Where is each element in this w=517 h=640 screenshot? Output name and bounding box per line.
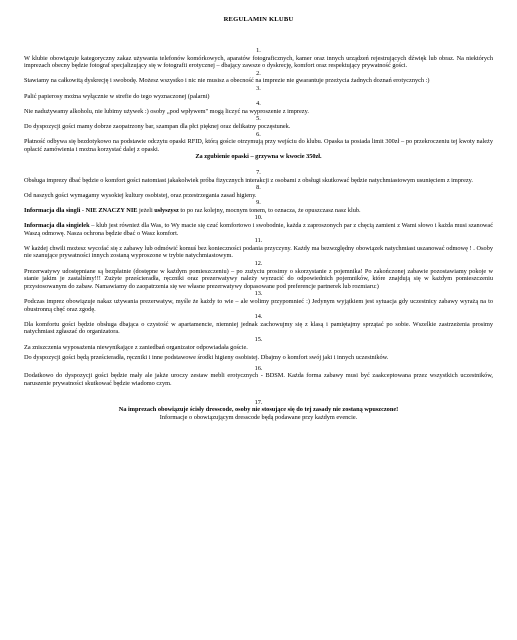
rule-number-7: 7. (256, 168, 261, 176)
rule-2-text: Stawiamy na całkowitą dyskrecję i swobodę. Możesz wszystko i nic nie musisz a obecność na imprezie nie gwarantuje przeżycia żadnych doznań erotycznych :) (24, 77, 430, 85)
rule-10-heading: Informacja dla singielek (24, 222, 90, 230)
rule-15-text: Za zniszczenia wyposażenia niewynikające z zaniedbań organizator odpowiadała goście. (24, 343, 248, 351)
rule-number-2: 2. (256, 69, 261, 77)
rule-9-text: Informacja dla singli - NIE ZNACZY NIE jeżeli usłyszysz to po raz kolejny, mocnym tonem, to oznacza, że opuszczasz nasz klub. (24, 206, 361, 214)
rule-number-12: 12. (254, 260, 263, 268)
rule-number-8: 8. (256, 184, 261, 192)
rule-5-text: Do dyspozycji gości mamy dobrze zaopatrzony bar, szampan dla płci pięknej oraz delikatny poczęstunek. (24, 122, 291, 130)
rule-6-fine-notice: Za zgubienie opaski – grzywna w kwocie 350zł. (195, 153, 322, 161)
rule-number-3: 3. (256, 84, 261, 92)
rule-6-text: Płatność odbywa się bezdotykowo na podstawie odczytu opaski RFID, którą goście otrzymują przy wejściu do klubu. Opaska ta posiada limit 300zł – po przekroczeniu tej kwoty należy opłacić zamówienia i można korzystać dalej z opaski. (24, 138, 493, 153)
rule-number-15: 15. (254, 335, 263, 343)
rule-7-text: Obsługa imprezy dbać będzie o komfort gości natomiast jakakolwiek próba fizycznych interakcji z osobami z obsługi skutkować będzie natychmiastowym usunięciem z imprezy. (24, 176, 473, 184)
rule-11-text: W każdej chwili możesz wycofać się z zabawy lub odmówić komuś bez konieczności podania przyczyny. Każdy ma bezwzględny obowiązek natychmiast uszanować odmowę ! . Osoby nie szanujące prywatności innych zostaną wyproszone w trybie natychmiastowym. (24, 244, 493, 260)
rule-9-no-means-no: NIE ZNACZY NIE (85, 206, 138, 214)
rule-17-text: Informacje o obowiązującym dresscode będą podawane przy każdym evencie. (159, 413, 358, 421)
rule-number-9: 9. (256, 199, 261, 207)
rule-4-text: Nie nadużywamy alkoholu, nie lubimy używek :) osoby „pod wpływem" mogą liczyć na wyproszenie z imprezy. (24, 107, 309, 115)
rule-number-5: 5. (256, 115, 261, 123)
rule-9-heading: Informacja dla singli (24, 206, 81, 214)
rule-number-6: 6. (256, 130, 261, 138)
rule-10-text: Informacja dla singielek – klub jest również dla Was, to Wy macie się czuć komfortowo i swobodnie, każda z zaproszonych par z chęcią zamieni z Wami słowo i każda musi szanować Waszą odmowę. Nasza ochrona będzie dbać o Wasz komfort. (24, 222, 493, 237)
rule-number-13: 13. (254, 290, 263, 298)
page-title: REGULAMIN KLUBU (223, 16, 294, 23)
rule-15-text-2: Do dyspozycji gości będą prześcieradła, ręczniki i inne podstawowe środki higieny osobistej. Dbajmy o komfort swój jaki i innych uczestników. (24, 354, 389, 362)
rule-14-text: Dla komfortu gości będzie obsługa dbająca o czystość w apartamencie, niemniej jednak zachowujmy się z klasą i pamiętajmy sprzątać po sobie. Wszelkie zastrzeżenia prosimy natychmiast zgłaszać do organizatora. (24, 320, 493, 336)
rule-number-17: 17. (254, 398, 263, 406)
rule-number-10: 10. (254, 214, 263, 222)
rule-3-text: Palić papierosy można wyłącznie w strefie do tego wyznaczonej (palarni) (24, 92, 210, 100)
rule-number-1: 1. (256, 47, 261, 54)
rule-8-text: Od naszych gości wymagamy wysokiej kultury osobistej, oraz przestrzegania zasad higieny. (24, 191, 257, 199)
rule-number-4: 4. (256, 100, 261, 108)
rule-number-14: 14. (254, 313, 263, 321)
rule-13-text: Podczas imprez obowiązuje nakaz używania prezerwatyw, myśle że każdy to wie – ale wolimy przypomnieć :) Jedynym wyjątkiem jest sytuacja gdy uczestnicy zabawy wyrażą na to obustronną chęć oraz zgodę. (24, 298, 493, 313)
rule-12-text: Prezerwatywy udostępniane są bezpłatnie (dostępne w każdym pomieszczeniu) – po zużyciu prosimy o skorzystanie z pojemnika! Po zakończonej zabawie pozostawiamy pokoje w stanie jakim je zastaliśmy!!! Zużyte prześcieradła, ręczniki oraz prezerwatywy należy wyrzucić do odpowiednich pojemników, które znajdują się w każdym pomieszczeniu przystosowanym do zabaw. Namawiamy do zaopatrzenia się we własne prezerwatywy dopasowane pod preferencje partnerek lub rozmiaru:) (24, 267, 493, 290)
rule-16-text: Dodatkowo do dyspozycji gości będzie mały ale jakże uroczy zestaw mebli erotycznych - BDSM. Każda forma zabawy musi być zaakceptowana przez wszystkich uczestników, naruszenie prywatności skutkować będzie wiadomo czym. (24, 372, 493, 387)
rule-number-16: 16. (254, 364, 263, 372)
rule-17-dresscode: Na imprezach obowiązuje ścisły dresscode, osoby nie stosujące się do tej zasady nie zostaną wpuszczone! (118, 406, 399, 414)
rule-number-11: 11. (254, 237, 263, 245)
rule-1-text: W klubie obowiązuje kategoryczny zakaz używania telefonów komórkowych, aparatów fotograficznych, kamer oraz innych urządzeń rejestrujących dźwięk lub obraz. Na niektórych imprezach obecny będzie fotograf specjalizujący się w fotografii erotycznej – dbający zawsze o dyskrecję, komfort oraz respektujący prywatność gości. (24, 54, 493, 70)
